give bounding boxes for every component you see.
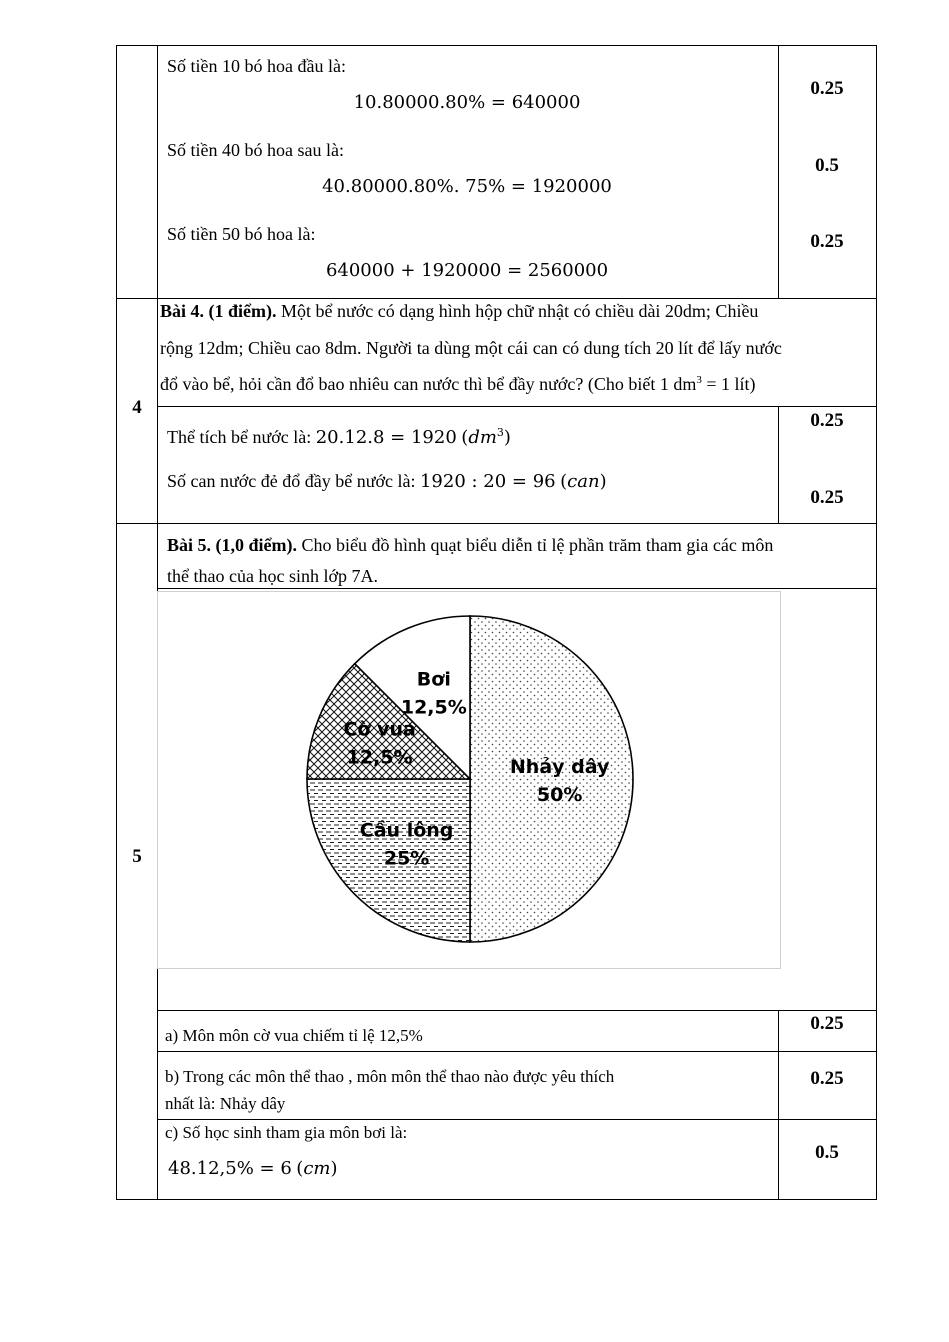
answer-b-line: nhất là: Nhảy dây: [165, 1094, 286, 1113]
formula: 40.80000.80%. 75% = 1920000: [322, 176, 612, 197]
points-value: 0.5: [815, 1142, 839, 1163]
row-divider: [157, 406, 877, 407]
table-border-right: [876, 45, 877, 1200]
answer-unit: cm: [303, 1158, 331, 1179]
row-divider: [157, 1051, 877, 1052]
pie-chart-frame: [157, 591, 781, 969]
table-border-left: [116, 45, 117, 1200]
question-title: Bài 5. (1,0 điểm).: [167, 535, 297, 555]
points-value: 0.5: [815, 155, 839, 176]
points-value: 0.25: [810, 410, 844, 431]
question-line-group: [160, 373, 756, 396]
points-value: 0.25: [810, 231, 844, 252]
answer-c-line: c) Số học sinh tham gia môn bơi là:: [165, 1123, 408, 1142]
pie-label: Bơi: [416, 668, 451, 691]
row-divider: [157, 588, 877, 589]
pie-chart: [158, 592, 780, 968]
question-number: 4: [132, 397, 142, 418]
pie-label: Cờ vua: [343, 718, 416, 741]
pie-slice-nhảy-dây: [470, 616, 633, 942]
question-line: Một bể nước có dạng hình hộp chữ nhật có chiều dài 20dm; Chiều: [281, 301, 759, 321]
pie-label: Nhảy dây: [509, 756, 610, 778]
answer-unit: can: [567, 471, 600, 492]
points-value: 0.25: [810, 78, 844, 99]
points-column-divider: [778, 1010, 779, 1200]
step-text: Số tiền 10 bó hoa đầu là:: [167, 56, 346, 76]
table-border-bottom: [116, 1199, 877, 1200]
row-divider: [157, 1119, 877, 1120]
question-line: rộng 12dm; Chiều cao 8dm. Người ta dùng một cái can có dung tích 20 lít để lấy nước: [160, 338, 782, 358]
answer-line: Thể tích bể nước là: 20.12.8 = 1920 $(dm^3)$: [167, 426, 511, 448]
row-divider: [157, 1010, 877, 1011]
row-divider: [116, 523, 877, 524]
question-line: đổ vào bể, hỏi cần đổ bao nhiêu can nước thì bể đầy nước? (Cho biết 1 dm: [160, 374, 697, 394]
points-value: 0.25: [810, 1068, 844, 1089]
points-value: 0.25: [810, 1013, 844, 1034]
superscript: 3: [496, 426, 504, 439]
answer-line: Số can nước đẻ đổ đầy bể nước là: 1920 : 20 = 96 (can): [167, 471, 607, 492]
question-number: 5: [132, 846, 142, 867]
table-border-top: [116, 45, 877, 46]
question-text: [167, 534, 773, 557]
answer-text: Số can nước đẻ đổ đầy bể nước là:: [167, 471, 420, 491]
question-text: [160, 300, 758, 323]
question-line: Cho biểu đồ hình quạt biểu diễn tỉ lệ phần trăm tham gia các môn: [301, 535, 774, 555]
pie-label: Cầu lông: [359, 819, 454, 842]
answer-b-line: b) Trong các môn thể thao , môn môn thể thao nào được yêu thích: [165, 1067, 615, 1086]
answer-math: 1920 : 20 = 96: [419, 471, 556, 492]
step-text: Số tiền 50 bó hoa là:: [167, 224, 316, 244]
answer-c-math-line: 48.12,5% = 6 (cm): [168, 1158, 338, 1179]
question-line: thể thao của học sinh lớp 7A.: [167, 566, 378, 586]
pie-value-label: 50%: [536, 784, 583, 806]
pie-value-label: 25%: [383, 847, 430, 870]
superscript: 3: [696, 374, 702, 386]
step-text: Số tiền 40 bó hoa sau là:: [167, 140, 344, 160]
pie-value-label: 12,5%: [400, 696, 467, 719]
answer-math: 20.12.8 = 1920: [315, 427, 457, 448]
row-divider: [116, 298, 877, 299]
question-line: = 1 lít): [701, 374, 756, 394]
answer-text: Thể tích bể nước là:: [167, 427, 316, 447]
question-title: Bài 4. (1 điểm).: [160, 301, 277, 321]
answer-math: 48.12,5% = 6: [168, 1158, 292, 1179]
pie-value-label: 12,5%: [346, 746, 413, 769]
formula: 10.80000.80% = 640000: [353, 92, 581, 113]
formula: 640000 + 1920000 = 2560000: [325, 260, 609, 281]
answer-a: a) Môn môn cờ vua chiếm tỉ lệ 12,5%: [165, 1026, 423, 1045]
points-value: 0.25: [810, 487, 844, 508]
answer-unit: dm: [468, 427, 497, 448]
